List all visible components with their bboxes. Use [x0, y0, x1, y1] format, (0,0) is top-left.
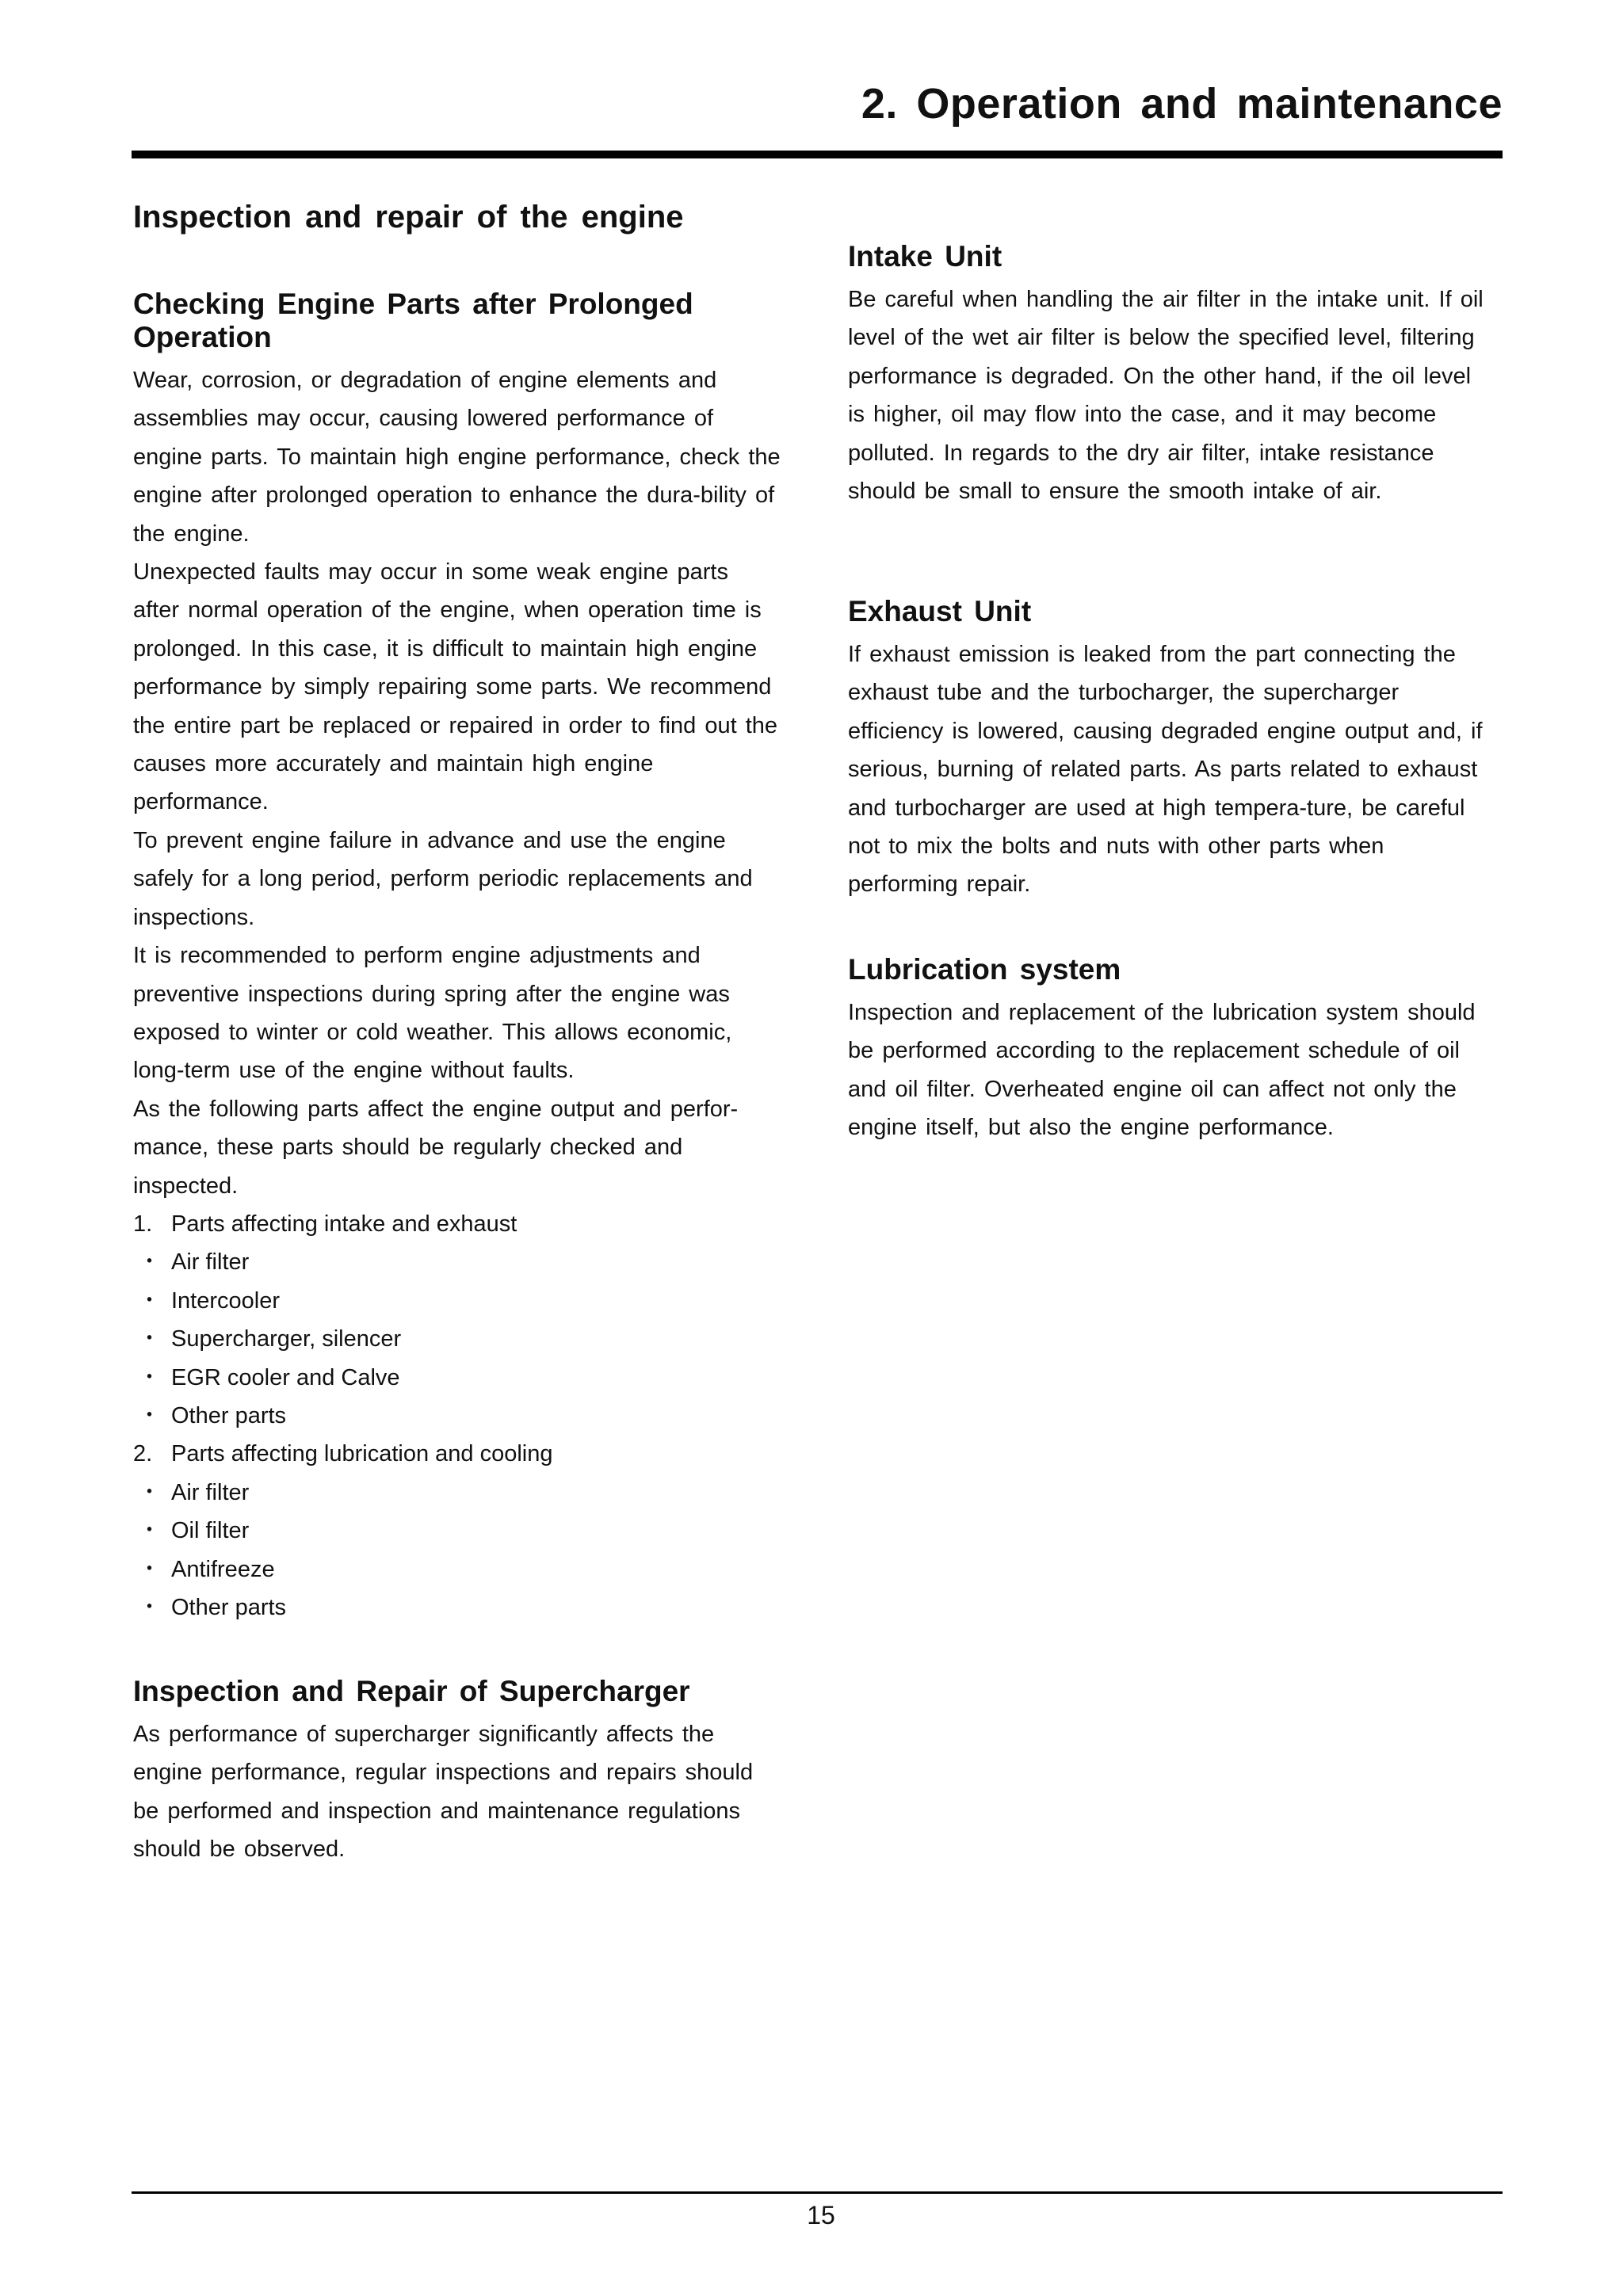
exhaust-section: [848, 595, 1491, 904]
checking-paragraph-2: Unexpected faults may occur in some weak engine parts after normal operation of the engine, when operation time is prolonged. In this case, it is difficult to maintain high engine performance by simply repairing some parts. We recommend the entire part be replaced or repaired in order to find out the causes more accurately and maintain high engine performance.: [133, 559, 778, 815]
page-number: 15: [807, 2201, 835, 2229]
intake-paragraph: Be careful when handling the air filter in the intake unit. If oil level of the wet air filter is below the specified level, filtering performance is degraded. On the other hand, if the oil level is higher, oil may flow into the case, and it may become polluted. In regards to the dry air filter, intake resistance should be small to ensure the smooth intake of air.: [848, 287, 1484, 505]
checking-paragraph-1: Wear, corrosion, or degradation of engine elements and assemblies may occur, causing lowered performance of engine parts. To maintain high engine performance, check the engine after prolonged operation to enhance the dura-bility of the engine.: [133, 368, 781, 547]
list-item: ・ EGR cooler and Calve: [138, 1364, 400, 1390]
list-item: ・ Supercharger, silencer: [138, 1326, 402, 1352]
exhaust-heading: Exhaust Unit: [848, 595, 1032, 627]
checking-paragraph-5: As the following parts affect the engine output and perfor-mance, these parts should be regularly checked and inspected.: [133, 1096, 739, 1199]
lubrication-section: [848, 953, 1491, 1147]
footer-divider: [132, 2191, 1503, 2194]
supercharger-section: [133, 1675, 783, 1869]
checking-paragraph-3: To prevent engine failure in advance and use the engine safely for a long period, perform periodic replacements and inspections.: [133, 827, 753, 930]
list-item: ・ Other parts: [138, 1595, 287, 1620]
lubrication-heading: Lubrication system: [848, 953, 1121, 986]
supercharger-heading: Inspection and Repair of Supercharger: [133, 1675, 690, 1707]
lubrication-paragraph: Inspection and replacement of the lubrication system should be performed according to the replacement schedule of oil and oil filter. Overheated engine oil can affect not only the engine itself, but also the engine performance.: [848, 1000, 1476, 1141]
checking-heading: Checking Engine Parts after Prolonged Operation: [133, 288, 693, 353]
list-item: ・ Other parts: [138, 1402, 287, 1428]
exhaust-paragraph: If exhaust emission is leaked from the part connecting the exhaust tube and the turbocharger, the supercharger efficiency is lowered, causing degraded engine output and, if serious, burning of related parts. As parts related to exhaust and turbocharger are used at high tempera-ture, be careful not to mix the bolts and nuts with other parts when performing repair.: [848, 642, 1483, 898]
header-divider: [132, 151, 1503, 158]
section-heading-inspection-repair: Inspection and repair of the engine: [133, 200, 684, 235]
list-item: ・ Air filter: [138, 1249, 250, 1276]
list-item: 1. Parts affecting intake and exhaust: [133, 1211, 517, 1237]
checking-paragraph-4: It is recommended to perform engine adjustments and preventive inspections during spring after the engine was exposed to winter or cold weather. This allows economic, long-term use of the engine without faults.: [133, 943, 732, 1084]
checking-section: [133, 288, 783, 1627]
supercharger-paragraph: As performance of supercharger significantly affects the engine performance, regular inspections and repairs should be performed and inspection and maintenance regulations should be observed.: [133, 1722, 754, 1863]
list-item: ・ Oil filter: [138, 1518, 250, 1544]
intake-heading: Intake Unit: [848, 240, 1002, 273]
parts-list: [133, 1205, 783, 1627]
list-item: ・ Antifreeze: [138, 1556, 275, 1582]
intake-section: [848, 240, 1491, 510]
list-item: ・ Intercooler: [138, 1287, 281, 1314]
list-item: ・ Air filter: [138, 1479, 250, 1505]
page-title: 2. Operation and maintenance: [861, 80, 1503, 128]
list-item: 2. Parts affecting lubrication and cooling: [133, 1441, 553, 1467]
